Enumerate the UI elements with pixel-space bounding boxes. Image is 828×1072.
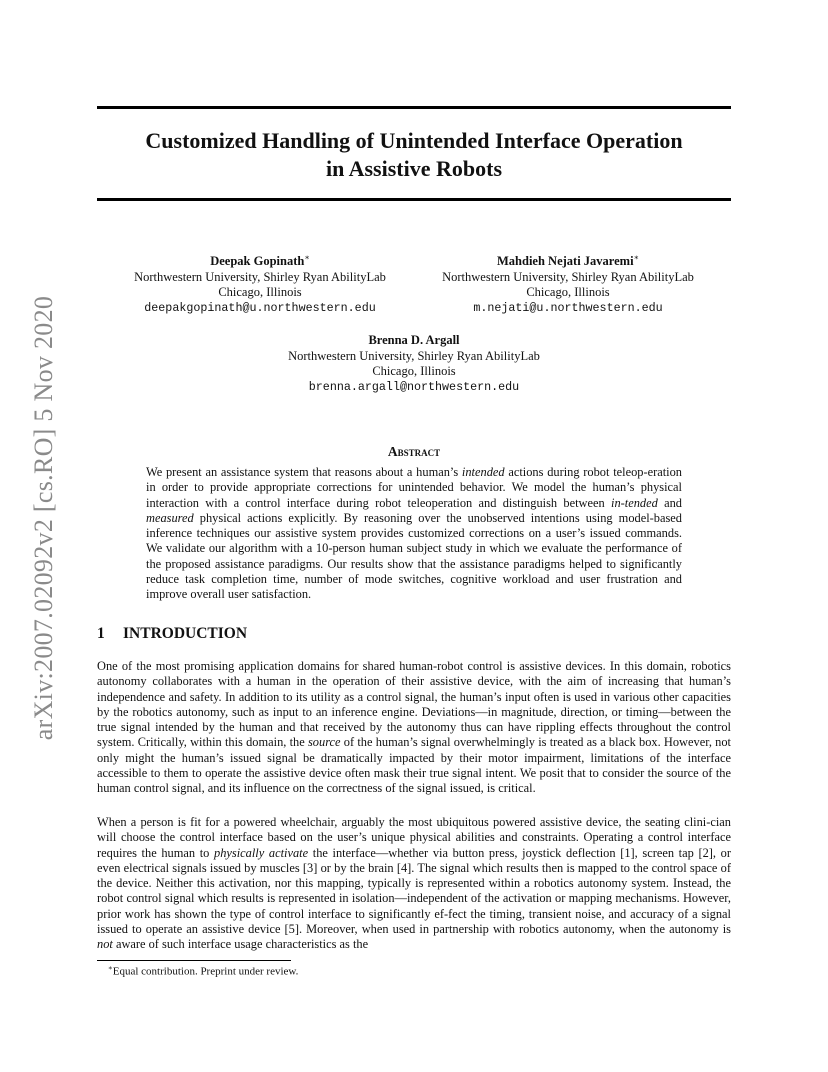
abstract-heading: Abstract: [387, 444, 441, 459]
title-bottom-rule: [97, 198, 731, 201]
footnote: ∗Equal contribution. Preprint under review.: [108, 964, 299, 978]
body-paragraph: When a person is fit for a powered wheelchair, arguably the most ubiquitous powered assistive device, the seating clini-cian will choose the control interface based on the user’s unique physical abilities and constraints. Operating a control interface requires the human to physically activate the interface—whether via button press, joystick deflection [1], screen tap [2], or even electrical signals issued by muscles [3] or by the brain [4]. The signal which results then is mapped to the control space of the device. Neither this activation, nor this mapping, typically is represented within a robotics autonomy system. Instead, the robot control signal which results is represented in isolation—independent of the activation or mapping mechanisms. However, prior work has shown the type of control interface to significantly ef-fect the timing, transient noise, and accuracy of a signal issued to operate an assistive device [5]. Moreover, when used in partnership with robotics autonomy, when the autonomy is not aware of such interface usage characteristics as the: [97, 815, 731, 952]
author-location: Chicago, Illinois: [526, 285, 610, 300]
arxiv-stamp: arXiv:2007.02092v2 [cs.RO] 5 Nov 2020: [29, 295, 58, 741]
author-location: Chicago, Illinois: [218, 285, 302, 300]
author-email: m.nejati@u.northwestern.edu: [473, 300, 663, 315]
title-line-2: in Assistive Robots: [325, 156, 503, 181]
author-block: [408, 250, 728, 316]
author-affiliation: Northwestern University, Shirley Ryan AbilityLab: [288, 348, 540, 363]
title-line-1: Customized Handling of Unintended Interface Operation: [145, 128, 683, 153]
section-title: INTRODUCTION: [123, 625, 248, 642]
author-location: Chicago, Illinois: [372, 364, 456, 378]
author-name: Mahdieh Nejati Javaremi∗: [497, 253, 639, 269]
author-name: Brenna D. Argall: [368, 333, 460, 347]
body-paragraph: One of the most promising application domains for shared human-robot control is assistive devices. In this domain, robotics autonomy collaborates with a human in the operation of their assistive device, with the aim of increasing that human’s independence and safety. In addition to its utility as a control signal, the human’s input often is used in various other capacities by the robotics autonomy, such as input to an inference engine. Deviations—in magnitude, direction, or timing—between the true signal intended by the human and that received by the autonomy thus can have rippling effects throughout the control system. Critically, within this domain, the source of the human’s signal overwhelmingly is treated as a black box. However, not only might the human’s issued signal be dramatically impacted by their motor impairment, limitations of the interface accessible to them to operate the assistive device often mask their true signal intent. We posit that to consider the source of the human control signal, and its influence on the correctness of the signal issued, is critical.: [97, 659, 731, 796]
author-affiliation: Northwestern University, Shirley Ryan AbilityLab: [134, 269, 386, 284]
author-block: [100, 250, 420, 316]
section-heading: [97, 625, 247, 643]
title-top-rule: [97, 106, 731, 109]
author-name: Deepak Gopinath∗: [210, 253, 310, 269]
section-number: 1: [97, 625, 105, 642]
abstract-body: We present an assistance system that reasons about a human’s intended actions during robot teleop-eration in order to provide appropriate corrections for unintended behavior. We model the human’s physical interaction with a control interface during robot teleoperation and distinguish between in-tended and measured physical actions explicitly. By reasoning over the unobserved intentions using model-based inference techniques our assistive system provides customized corrections on a user’s issued commands. We validate our algorithm with a 10-person human subject study in which we evaluate the performance of the proposed assistance paradigms. Our results show that the assistance paradigms helped to significantly reduce task completion time, number of mode switches, cognitive workload and user frustration and improve overall user satisfaction.: [146, 465, 683, 602]
footnote-rule: [97, 960, 291, 961]
author-affiliation: Northwestern University, Shirley Ryan AbilityLab: [442, 269, 694, 284]
author-email: brenna.argall@northwestern.edu: [308, 379, 520, 394]
author-block: [254, 333, 574, 395]
author-email: deepakgopinath@u.northwestern.edu: [144, 300, 376, 315]
paper-title: [97, 127, 731, 183]
